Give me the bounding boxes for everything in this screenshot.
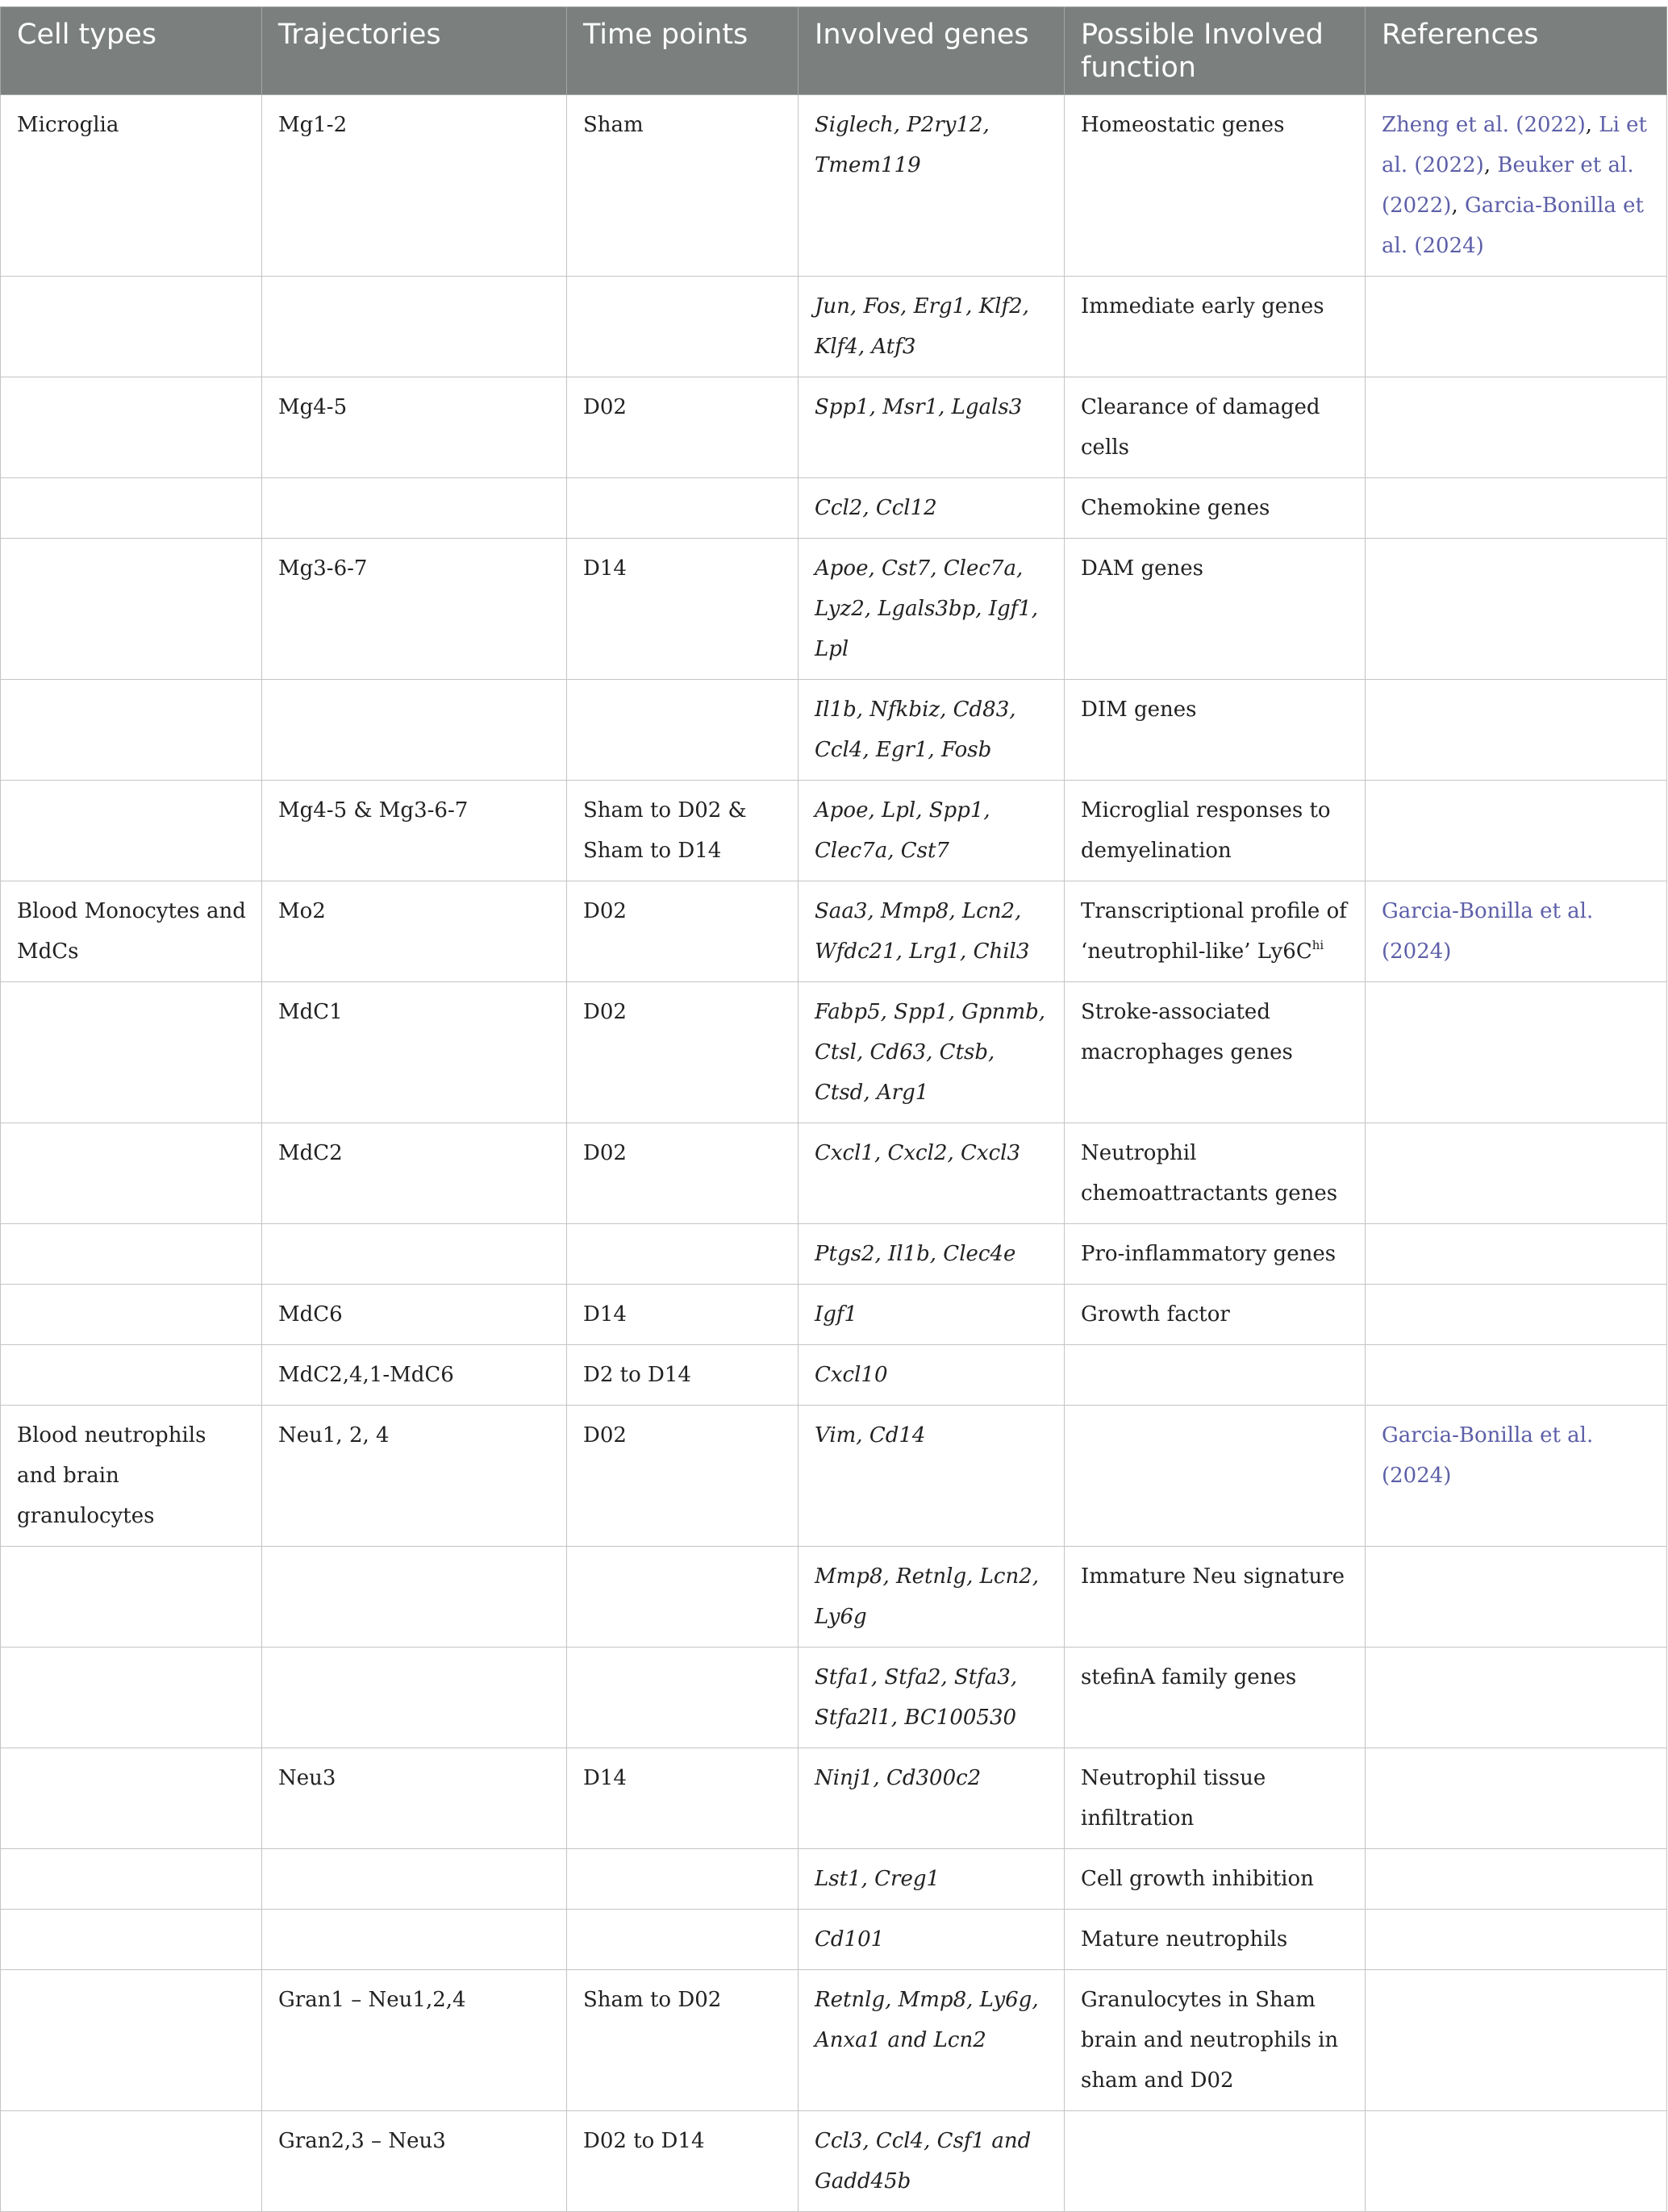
function-cell: Immature Neu signature: [1065, 1547, 1366, 1648]
header-references: References: [1366, 7, 1667, 95]
time-point-cell: Sham: [567, 95, 799, 277]
function-cell: [1065, 1345, 1366, 1406]
table-row: [1, 95, 1667, 277]
cell-type-cell: Blood neutrophils and brain granulocytes: [1, 1406, 262, 1547]
table-row: [1, 478, 1667, 539]
time-point-cell: D2 to D14: [567, 1345, 799, 1406]
trajectory-cell: Neu1, 2, 4: [262, 1406, 567, 1547]
cell-type-cell: [1, 1970, 262, 2111]
cell-type-cell: [1, 539, 262, 680]
time-point-cell: D02 to D14: [567, 2111, 799, 2212]
references-cell: [1366, 1406, 1667, 1547]
function-cell: Growth factor: [1065, 1285, 1366, 1345]
table-row: [1, 277, 1667, 377]
genes-cell: Lst1, Creg1: [799, 1849, 1065, 1910]
table-row: [1, 781, 1667, 881]
table-body: [1, 95, 1667, 2212]
reference-separator: ,: [1451, 194, 1465, 218]
trajectory-cell: Mg1-2: [262, 95, 567, 277]
genes-cell: Fabp5, Spp1, Gpnmb, Ctsl, Cd63, Ctsb, Ctsd, Arg1: [799, 982, 1065, 1123]
references-cell: [1366, 680, 1667, 781]
references-cell: [1366, 1285, 1667, 1345]
header-trajectories: Trajectories: [262, 7, 567, 95]
genes-cell: Il1b, Nfkbiz, Cd83, Ccl4, Egr1, Fosb: [799, 680, 1065, 781]
cell-type-cell: [1, 680, 262, 781]
gene-trajectory-table: [0, 6, 1667, 2212]
genes-cell: Saa3, Mmp8, Lcn2, Wfdc21, Lrg1, Chil3: [799, 881, 1065, 982]
header-cell-types: Cell types: [1, 7, 262, 95]
genes-cell: Jun, Fos, Erg1, Klf2, Klf4, Atf3: [799, 277, 1065, 377]
genes-cell: Igf1: [799, 1285, 1065, 1345]
cell-type-cell: [1, 1748, 262, 1849]
header-possible-function-line2: function: [1081, 52, 1196, 84]
references-cell: [1366, 539, 1667, 680]
references-cell: [1366, 1970, 1667, 2111]
time-point-cell: [567, 478, 799, 539]
header-row: [1, 7, 1667, 95]
time-point-cell: [567, 1849, 799, 1910]
function-cell: Neutrophil tissue infiltration: [1065, 1748, 1366, 1849]
time-point-cell: Sham to D02 & Sham to D14: [567, 781, 799, 881]
cell-type-cell: [1, 781, 262, 881]
genes-cell: Apoe, Cst7, Clec7a, Lyz2, Lgals3bp, Igf1, Lpl: [799, 539, 1065, 680]
references-cell: [1366, 881, 1667, 982]
table-row: [1, 1849, 1667, 1910]
reference-link[interactable]: Garcia-Bonilla et al. (2024): [1382, 194, 1644, 258]
genes-cell: Ninj1, Cd300c2: [799, 1748, 1065, 1849]
references-cell: [1366, 277, 1667, 377]
references-cell: [1366, 982, 1667, 1123]
references-cell: [1366, 1224, 1667, 1285]
table-row: [1, 1406, 1667, 1547]
function-cell: Granulocytes in Sham brain and neutrophils in sham and D02: [1065, 1970, 1366, 2111]
trajectory-cell: Mg3-6-7: [262, 539, 567, 680]
function-cell: [1065, 1406, 1366, 1547]
table-row: [1, 1910, 1667, 1970]
table-row: [1, 1345, 1667, 1406]
header-involved-genes: Involved genes: [799, 7, 1065, 95]
function-cell: Mature neutrophils: [1065, 1910, 1366, 1970]
references-cell: [1366, 1910, 1667, 1970]
function-cell: DIM genes: [1065, 680, 1366, 781]
function-cell: Homeostatic genes: [1065, 95, 1366, 277]
function-cell: Neutrophil chemoattractants genes: [1065, 1123, 1366, 1224]
function-cell: stefinA family genes: [1065, 1648, 1366, 1748]
references-cell: [1366, 1345, 1667, 1406]
trajectory-cell: MdC2: [262, 1123, 567, 1224]
trajectory-cell: [262, 1224, 567, 1285]
reference-link[interactable]: Zheng et al. (2022): [1382, 113, 1586, 137]
cell-type-cell: [1, 1849, 262, 1910]
reference-link[interactable]: Garcia-Bonilla et al. (2024): [1382, 899, 1594, 964]
trajectory-cell: [262, 680, 567, 781]
table-row: [1, 1748, 1667, 1849]
table-row: [1, 2111, 1667, 2212]
references-cell: [1366, 1748, 1667, 1849]
table-header: [1, 7, 1667, 95]
cell-type-cell: [1, 1648, 262, 1748]
function-cell: Stroke-associated macrophages genes: [1065, 982, 1366, 1123]
cell-type-cell: [1, 982, 262, 1123]
trajectory-cell: MdC6: [262, 1285, 567, 1345]
table-row: [1, 1648, 1667, 1748]
trajectory-cell: [262, 1910, 567, 1970]
cell-type-cell: [1, 2111, 262, 2212]
trajectory-cell: MdC1: [262, 982, 567, 1123]
time-point-cell: D02: [567, 881, 799, 982]
table-row: [1, 539, 1667, 680]
table-row: [1, 982, 1667, 1123]
genes-cell: Spp1, Msr1, Lgals3: [799, 377, 1065, 478]
reference-separator: ,: [1585, 113, 1599, 137]
references-cell: [1366, 1849, 1667, 1910]
references-cell: [1366, 1547, 1667, 1648]
cell-type-cell: Microglia: [1, 95, 262, 277]
reference-separator: ,: [1483, 153, 1498, 177]
trajectory-cell: Mg4-5 & Mg3-6-7: [262, 781, 567, 881]
header-possible-function: [1065, 7, 1366, 95]
time-point-cell: [567, 1910, 799, 1970]
trajectory-cell: Gran1 – Neu1,2,4: [262, 1970, 567, 2111]
trajectory-cell: [262, 1547, 567, 1648]
table-row: [1, 1123, 1667, 1224]
time-point-cell: D14: [567, 1748, 799, 1849]
function-cell: [1065, 2111, 1366, 2212]
time-point-cell: D02: [567, 1123, 799, 1224]
reference-link[interactable]: Garcia-Bonilla et al. (2024): [1382, 1423, 1594, 1488]
references-cell: [1366, 781, 1667, 881]
reference-link[interactable]: Li et al. (2022): [1382, 113, 1647, 177]
genes-cell: Cd101: [799, 1910, 1065, 1970]
references-cell: [1366, 1123, 1667, 1224]
cell-type-cell: [1, 1910, 262, 1970]
cell-type-cell: [1, 377, 262, 478]
cell-type-cell: [1, 277, 262, 377]
genes-cell: Ccl2, Ccl12: [799, 478, 1065, 539]
function-cell: Microglial responses to demyelination: [1065, 781, 1366, 881]
genes-cell: Cxcl1, Cxcl2, Cxcl3: [799, 1123, 1065, 1224]
time-point-cell: Sham to D02: [567, 1970, 799, 2111]
time-point-cell: D14: [567, 539, 799, 680]
table-row: [1, 1547, 1667, 1648]
genes-cell: Siglech, P2ry12, Tmem119: [799, 95, 1065, 277]
function-text: Transcriptional profile of ‘neutrophil-like’ Ly6C: [1081, 899, 1347, 964]
trajectory-cell: [262, 478, 567, 539]
cell-type-cell: [1, 478, 262, 539]
time-point-cell: [567, 1547, 799, 1648]
cell-type-cell: [1, 1547, 262, 1648]
time-point-cell: [567, 680, 799, 781]
function-cell: Immediate early genes: [1065, 277, 1366, 377]
genes-cell: Retnlg, Mmp8, Ly6g, Anxa1 and Lcn2: [799, 1970, 1065, 2111]
function-superscript: hi: [1311, 938, 1324, 952]
time-point-cell: D02: [567, 1406, 799, 1547]
table-row: [1, 1970, 1667, 2111]
genes-cell: Ptgs2, Il1b, Clec4e: [799, 1224, 1065, 1285]
table-row: [1, 680, 1667, 781]
time-point-cell: D02: [567, 377, 799, 478]
cell-type-cell: [1, 1345, 262, 1406]
trajectory-cell: MdC2,4,1-MdC6: [262, 1345, 567, 1406]
function-cell: DAM genes: [1065, 539, 1366, 680]
trajectory-cell: [262, 277, 567, 377]
trajectory-cell: [262, 1648, 567, 1748]
time-point-cell: D14: [567, 1285, 799, 1345]
trajectory-cell: [262, 1849, 567, 1910]
references-cell: [1366, 95, 1667, 277]
references-cell: [1366, 2111, 1667, 2212]
table-row: [1, 881, 1667, 982]
cell-type-cell: [1, 1123, 262, 1224]
references-cell: [1366, 1648, 1667, 1748]
trajectory-cell: Mg4-5: [262, 377, 567, 478]
table-row: [1, 1224, 1667, 1285]
references-cell: [1366, 377, 1667, 478]
cell-type-cell: Blood Monocytes and MdCs: [1, 881, 262, 982]
cell-type-cell: [1, 1285, 262, 1345]
time-point-cell: [567, 1224, 799, 1285]
function-cell: Cell growth inhibition: [1065, 1849, 1366, 1910]
references-cell: [1366, 478, 1667, 539]
time-point-cell: [567, 277, 799, 377]
cell-type-cell: [1, 1224, 262, 1285]
trajectory-cell: Gran2,3 – Neu3: [262, 2111, 567, 2212]
genes-cell: Cxcl10: [799, 1345, 1065, 1406]
table-row: [1, 377, 1667, 478]
time-point-cell: D02: [567, 982, 799, 1123]
genes-cell: Vim, Cd14: [799, 1406, 1065, 1547]
function-cell: Chemokine genes: [1065, 478, 1366, 539]
header-time-points: Time points: [567, 7, 799, 95]
table-row: [1, 1285, 1667, 1345]
genes-cell: Mmp8, Retnlg, Lcn2, Ly6g: [799, 1547, 1065, 1648]
function-cell: [1065, 881, 1366, 982]
reference-link[interactable]: Beuker et al. (2022): [1382, 153, 1634, 218]
time-point-cell: [567, 1648, 799, 1748]
genes-cell: Ccl3, Ccl4, Csf1 and Gadd45b: [799, 2111, 1065, 2212]
genes-cell: Apoe, Lpl, Spp1, Clec7a, Cst7: [799, 781, 1065, 881]
genes-cell: Stfa1, Stfa2, Stfa3, Stfa2l1, BC100530: [799, 1648, 1065, 1748]
trajectory-cell: Mo2: [262, 881, 567, 982]
function-cell: Clearance of damaged cells: [1065, 377, 1366, 478]
header-possible-function-line1: Possible Involved: [1081, 19, 1324, 51]
function-cell: Pro-inflammatory genes: [1065, 1224, 1366, 1285]
trajectory-cell: Neu3: [262, 1748, 567, 1849]
